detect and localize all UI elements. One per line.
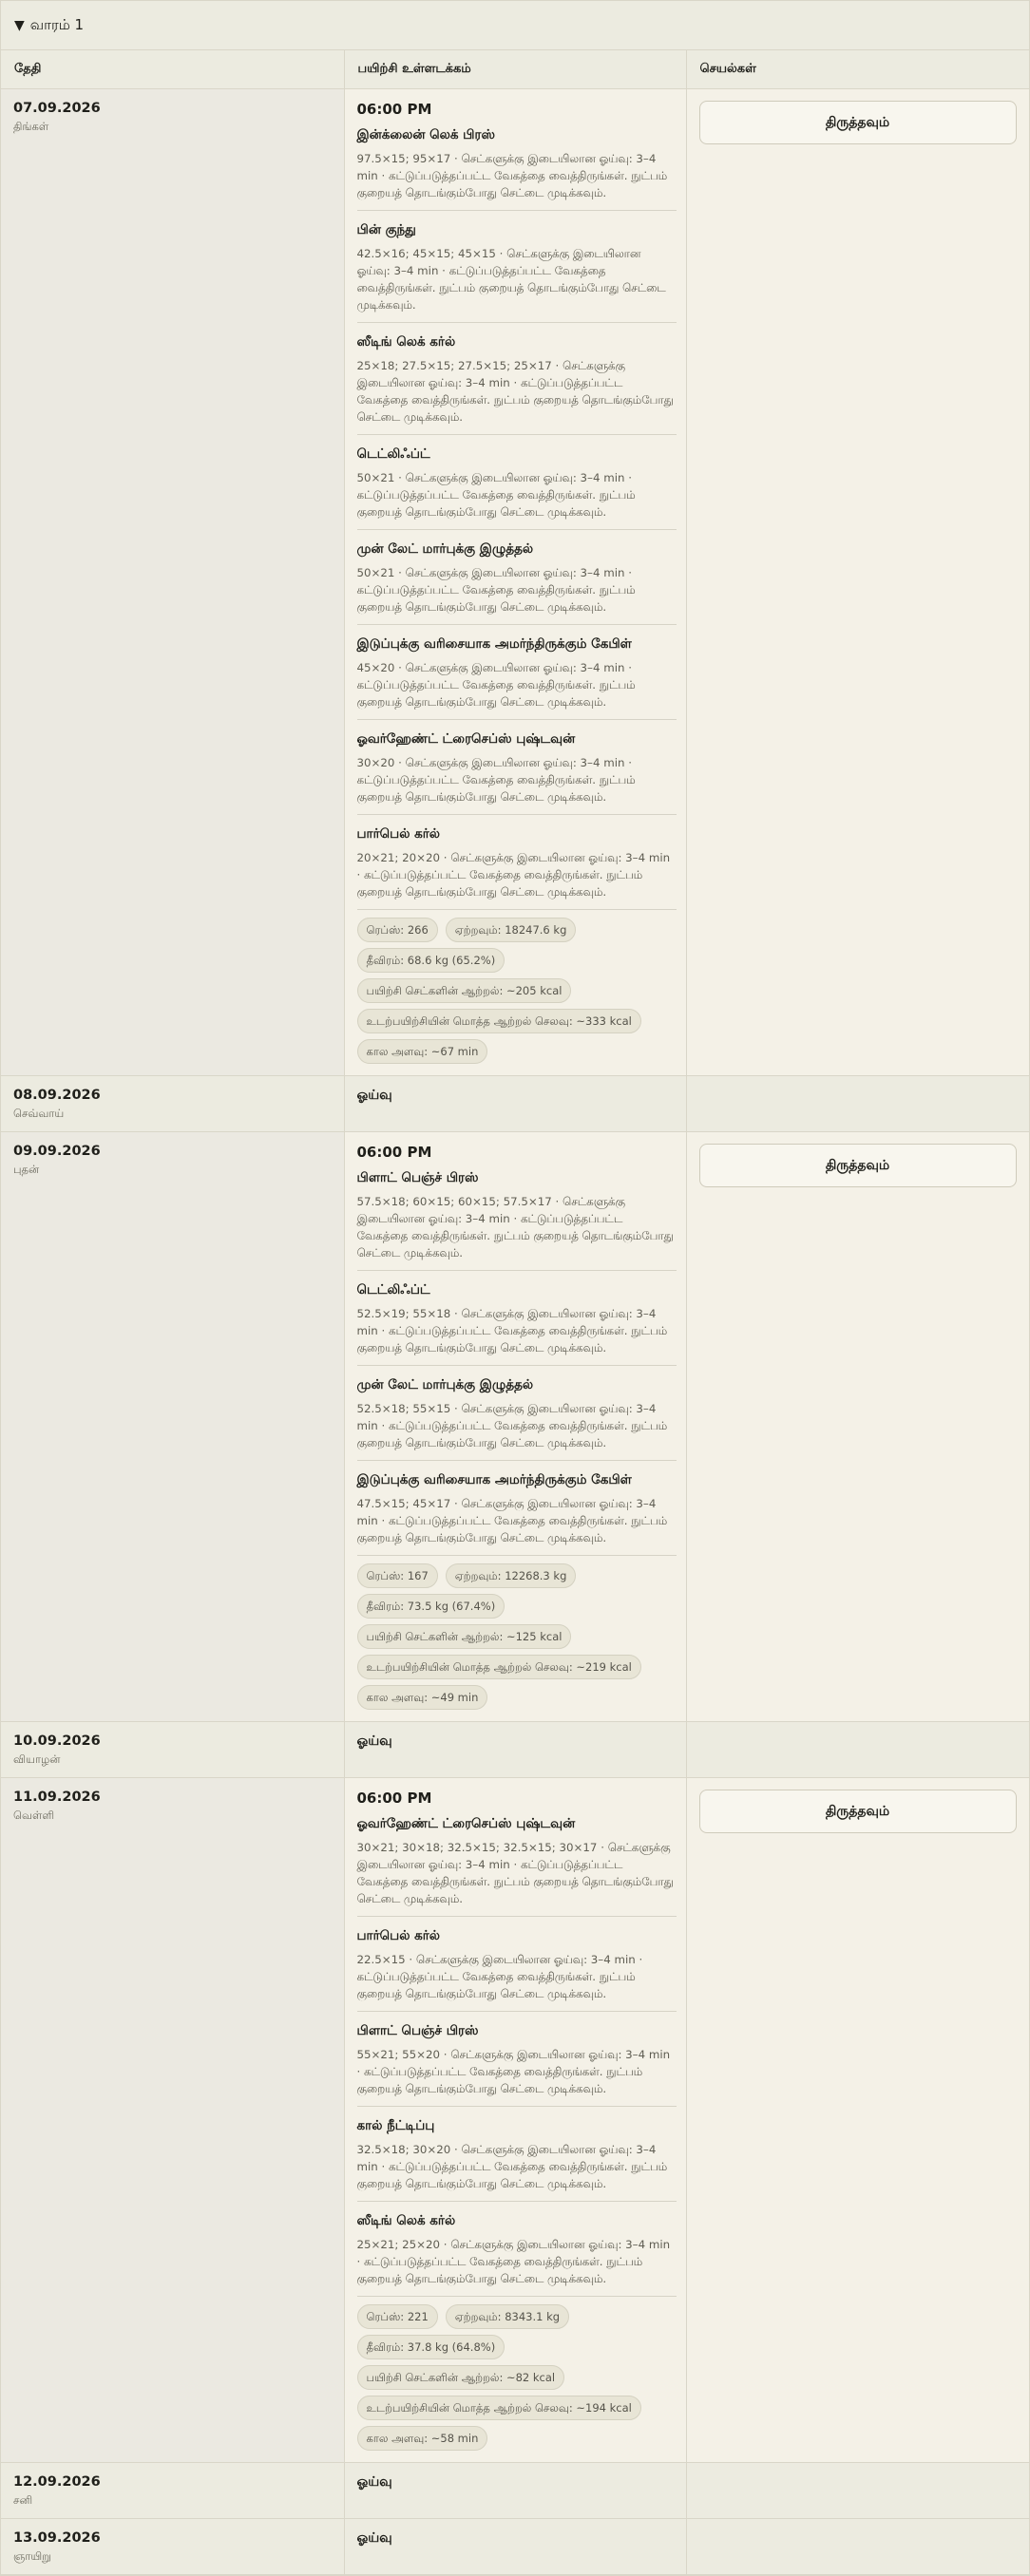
workout-row <box>1 88 1029 1075</box>
week-toggle[interactable] <box>1 1 1029 50</box>
action-cell <box>686 1721 1029 1777</box>
exercise-detail: 50×21 · செட்களுக்கு இடையிலான ஓய்வு: 3–4 min · கட்டுப்படுத்தப்பட்ட வேகத்தை வைத்திருங்கள். நுட்பம் குறையத் தொடங்கும்போது செட்டை முடிக்கவும். <box>356 565 636 614</box>
day-weekday: புதன் <box>13 1162 40 1176</box>
exercise-detail: 25×18; 27.5×15; 27.5×15; 25×17 · செட்களுக்கு இடையிலான ஓய்வு: 3–4 min · கட்டுப்படுத்தப்பட்ட வேகத்தை வைத்திருங்கள். நுட்பம் குறையத் தொடங்கும்போது செட்டை முடிக்கவும். <box>356 358 674 424</box>
exercise-name: டெட்லிஃப்ட் <box>356 445 430 462</box>
exercise-item <box>357 823 677 910</box>
stat-chip: தீவிரம்: 68.6 kg (65.2%) <box>357 948 505 973</box>
action-cell <box>686 2462 1029 2518</box>
action-cell <box>686 1131 1029 1721</box>
exercise-name: இன்க்லைன் லெக் பிரஸ் <box>356 126 495 142</box>
stat-chip: தீவிரம்: 37.8 kg (64.8%) <box>357 2335 505 2359</box>
exercise-item <box>357 1279 677 1366</box>
exercise-item <box>357 2209 677 2297</box>
rest-label: ஓய்வு <box>356 1087 392 1103</box>
exercise-item <box>357 123 677 211</box>
exercise-name: இடுப்புக்கு வரிசையாக அமர்ந்திருக்கும் கேபிள் <box>356 1471 632 1487</box>
week-title: வாரம் 1 <box>29 15 85 33</box>
stat-chip: ரெப்ஸ்: 167 <box>357 1563 438 1588</box>
stats-list <box>357 2304 677 2451</box>
stat-chip: ஏற்றவும்: 12268.3 kg <box>446 1563 577 1588</box>
content-cell <box>344 2518 686 2574</box>
content-cell <box>344 1131 686 1721</box>
action-cell <box>686 88 1029 1075</box>
exercise-detail: 50×21 · செட்களுக்கு இடையிலான ஓய்வு: 3–4 min · கட்டுப்படுத்தப்பட்ட வேகத்தை வைத்திருங்கள். நுட்பம் குறையத் தொடங்கும்போது செட்டை முடிக்கவும். <box>356 470 636 519</box>
exercise-detail: 42.5×16; 45×15; 45×15 · செட்களுக்கு இடையிலான ஓய்வு: 3–4 min · கட்டுப்படுத்தப்பட்ட வேகத்தை வைத்திருங்கள். நுட்பம் குறையத் தொடங்கும்போது செட்டை முடிக்கவும். <box>356 246 666 312</box>
exercise-name: பிளாட் பெஞ்ச் பிரஸ் <box>356 1169 479 1185</box>
stat-chip: ரெப்ஸ்: 266 <box>357 918 438 942</box>
exercise-name: பிளாட் பெஞ்ச் பிரஸ் <box>356 2022 479 2038</box>
rest-label: ஓய்வு <box>356 1733 392 1749</box>
stat-chip: பயிற்சி செட்களின் ஆற்றல்: ~125 kcal <box>357 1624 572 1649</box>
date-cell <box>1 1131 344 1721</box>
stats-list <box>357 1563 677 1710</box>
date-cell <box>1 1777 344 2462</box>
day-date: 08.09.2026 <box>13 1087 101 1103</box>
exercise-item <box>357 218 677 323</box>
exercise-name: ஸீடிங் லெக் கர்ல் <box>356 2212 456 2228</box>
action-cell <box>686 1777 1029 2462</box>
workout-time: 06:00 PM <box>356 100 432 118</box>
stat-chip: கால அளவு: ~58 min <box>357 2426 488 2451</box>
exercise-item <box>357 2019 677 2107</box>
action-cell <box>686 1075 1029 1131</box>
exercise-name: பார்பெல் கர்ல் <box>356 1927 441 1943</box>
exercise-detail: 20×21; 20×20 · செட்களுக்கு இடையிலான ஓய்வு: 3–4 min · கட்டுப்படுத்தப்பட்ட வேகத்தை வைத்திருங்கள். நுட்பம் குறையத் தொடங்கும்போது செட்டை முடிக்கவும். <box>356 850 671 899</box>
exercise-detail: 22.5×15 · செட்களுக்கு இடையிலான ஓய்வு: 3–4 min · கட்டுப்படுத்தப்பட்ட வேகத்தை வைத்திருங்கள். நுட்பம் குறையத் தொடங்கும்போது செட்டை முடிக்கவும். <box>356 1952 643 2000</box>
day-weekday: திங்கள் <box>13 119 49 133</box>
day-weekday: ஞாயிறு <box>13 2548 51 2563</box>
exercise-name: முன் லேட் மார்புக்கு இழுத்தல் <box>356 540 534 557</box>
exercise-detail: 30×21; 30×18; 32.5×15; 32.5×15; 30×17 · செட்களுக்கு இடையிலான ஓய்வு: 3–4 min · கட்டுப்படுத்தப்பட்ட வேகத்தை வைத்திருங்கள். நுட்பம் குறையத் தொடங்கும்போது செட்டை முடிக்கவும். <box>356 1840 674 1905</box>
content-cell <box>344 1075 686 1131</box>
rest-row <box>1 2518 1029 2574</box>
exercise-detail: 30×20 · செட்களுக்கு இடையிலான ஓய்வு: 3–4 min · கட்டுப்படுத்தப்பட்ட வேகத்தை வைத்திருங்கள். நுட்பம் குறையத் தொடங்கும்போது செட்டை முடிக்கவும். <box>356 755 636 804</box>
exercise-item <box>357 538 677 625</box>
exercise-name: டெட்லிஃப்ட் <box>356 1281 430 1297</box>
action-cell <box>686 2518 1029 2574</box>
stat-chip: உடற்பயிற்சியின் மொத்த ஆற்றல் செலவு: ~194 kcal <box>357 2396 641 2420</box>
date-cell <box>1 2462 344 2518</box>
workout-row <box>1 1131 1029 1721</box>
chevron-down-icon: ▼ <box>14 17 25 33</box>
exercise-detail: 25×21; 25×20 · செட்களுக்கு இடையிலான ஓய்வு: 3–4 min · கட்டுப்படுத்தப்பட்ட வேகத்தை வைத்திருங்கள். நுட்பம் குறையத் தொடங்கும்போது செட்டை முடிக்கவும். <box>356 2237 671 2285</box>
exercise-name: முன் லேட் மார்புக்கு இழுத்தல் <box>356 1376 534 1392</box>
rest-label: ஓய்வு <box>356 2529 392 2546</box>
day-date: 09.09.2026 <box>13 1143 101 1159</box>
exercise-detail: 52.5×19; 55×18 · செட்களுக்கு இடையிலான ஓய்வு: 3–4 min · கட்டுப்படுத்தப்பட்ட வேகத்தை வைத்திருங்கள். நுட்பம் குறையத் தொடங்கும்போது செட்டை முடிக்கவும். <box>356 1306 668 1354</box>
stat-chip: ரெப்ஸ்: 221 <box>357 2304 438 2329</box>
stats-list <box>357 918 677 1064</box>
day-date: 13.09.2026 <box>13 2529 101 2546</box>
column-header-actions: செயல்கள் <box>686 50 1029 88</box>
stat-chip: பயிற்சி செட்களின் ஆற்றல்: ~205 kcal <box>357 978 572 1003</box>
exercise-name: ஓவர்ஹேண்ட் ட்ரைசெப்ஸ் புஷ்டவுன் <box>356 730 576 747</box>
workout-row <box>1 1777 1029 2462</box>
day-date: 10.09.2026 <box>13 1733 101 1749</box>
exercise-item <box>357 1166 677 1271</box>
stat-chip: ஏற்றவும்: 8343.1 kg <box>446 2304 569 2329</box>
rest-row <box>1 1075 1029 1131</box>
day-weekday: வெள்ளி <box>13 1808 55 1822</box>
schedule-body <box>1 88 1029 2574</box>
exercise-item <box>357 1468 677 1556</box>
exercise-detail: 47.5×15; 45×17 · செட்களுக்கு இடையிலான ஓய்வு: 3–4 min · கட்டுப்படுத்தப்பட்ட வேகத்தை வைத்திருங்கள். நுட்பம் குறையத் தொடங்கும்போது செட்டை முடிக்கவும். <box>356 1496 668 1544</box>
stat-chip: ஏற்றவும்: 18247.6 kg <box>446 918 577 942</box>
exercise-detail: 32.5×18; 30×20 · செட்களுக்கு இடையிலான ஓய்வு: 3–4 min · கட்டுப்படுத்தப்பட்ட வேகத்தை வைத்திருங்கள். நுட்பம் குறையத் தொடங்கும்போது செட்டை முடிக்கவும். <box>356 2142 668 2190</box>
exercise-detail: 52.5×18; 55×15 · செட்களுக்கு இடையிலான ஓய்வு: 3–4 min · கட்டுப்படுத்தப்பட்ட வேகத்தை வைத்திருங்கள். நுட்பம் குறையத் தொடங்கும்போது செட்டை முடிக்கவும். <box>356 1401 668 1449</box>
day-date: 12.09.2026 <box>13 2473 101 2490</box>
exercise-item <box>357 1812 677 1917</box>
stat-chip: தீவிரம்: 73.5 kg (67.4%) <box>357 1594 505 1619</box>
day-weekday: செவ்வாய் <box>13 1106 65 1120</box>
workout-time: 06:00 PM <box>356 1143 432 1161</box>
day-date: 11.09.2026 <box>13 1789 101 1805</box>
stat-chip: கால அளவு: ~67 min <box>357 1039 488 1064</box>
date-cell <box>1 1721 344 1777</box>
exercise-item <box>357 728 677 815</box>
day-date: 07.09.2026 <box>13 100 101 116</box>
edit-button[interactable]: திருத்தவும் <box>699 1790 1017 1833</box>
exercise-name: ஓவர்ஹேண்ட் ட்ரைசெப்ஸ் புஷ்டவுன் <box>356 1815 576 1831</box>
exercise-detail: 45×20 · செட்களுக்கு இடையிலான ஓய்வு: 3–4 min · கட்டுப்படுத்தப்பட்ட வேகத்தை வைத்திருங்கள். நுட்பம் குறையத் தொடங்கும்போது செட்டை முடிக்கவும். <box>356 660 636 709</box>
column-header-content: பயிற்சி உள்ளடக்கம் <box>344 50 686 88</box>
edit-button[interactable]: திருத்தவும் <box>699 101 1017 144</box>
exercise-detail: 55×21; 55×20 · செட்களுக்கு இடையிலான ஓய்வு: 3–4 min · கட்டுப்படுத்தப்பட்ட வேகத்தை வைத்திருங்கள். நுட்பம் குறையத் தொடங்கும்போது செட்டை முடிக்கவும். <box>356 2047 671 2095</box>
date-cell <box>1 2518 344 2574</box>
workout-time: 06:00 PM <box>356 1789 432 1807</box>
date-cell <box>1 88 344 1075</box>
exercise-name: பின் குந்து <box>356 221 416 237</box>
exercise-name: இடுப்புக்கு வரிசையாக அமர்ந்திருக்கும் கேபிள் <box>356 635 632 652</box>
exercise-name: பார்பெல் கர்ல் <box>356 825 441 842</box>
day-weekday: சனி <box>13 2492 33 2507</box>
content-cell <box>344 1777 686 2462</box>
exercise-item <box>357 633 677 720</box>
stat-chip: பயிற்சி செட்களின் ஆற்றல்: ~82 kcal <box>357 2365 565 2390</box>
exercise-item <box>357 1373 677 1461</box>
stat-chip: உடற்பயிற்சியின் மொத்த ஆற்றல் செலவு: ~333 kcal <box>357 1009 641 1033</box>
date-cell <box>1 1075 344 1131</box>
column-header-date: தேதி <box>1 50 344 88</box>
exercise-item <box>357 331 677 435</box>
content-cell <box>344 2462 686 2518</box>
day-weekday: வியாழன் <box>13 1752 61 1766</box>
schedule-table <box>1 50 1029 2575</box>
edit-button[interactable]: திருத்தவும் <box>699 1144 1017 1187</box>
stat-chip: கால அளவு: ~49 min <box>357 1685 488 1710</box>
stat-chip: உடற்பயிற்சியின் மொத்த ஆற்றல் செலவு: ~219 kcal <box>357 1655 641 1679</box>
exercise-name: கால் நீட்டிப்பு <box>356 2117 435 2133</box>
content-cell <box>344 1721 686 1777</box>
exercise-item <box>357 1924 677 2012</box>
table-header-row <box>1 50 1029 88</box>
exercise-detail: 57.5×18; 60×15; 60×15; 57.5×17 · செட்களுக்கு இடையிலான ஓய்வு: 3–4 min · கட்டுப்படுத்தப்பட்ட வேகத்தை வைத்திருங்கள். நுட்பம் குறையத் தொடங்கும்போது செட்டை முடிக்கவும். <box>356 1194 674 1260</box>
content-cell <box>344 88 686 1075</box>
exercise-name: ஸீடிங் லெக் கர்ல் <box>356 333 456 350</box>
exercise-item <box>357 443 677 530</box>
rest-row <box>1 1721 1029 1777</box>
exercise-detail: 97.5×15; 95×17 · செட்களுக்கு இடையிலான ஓய்வு: 3–4 min · கட்டுப்படுத்தப்பட்ட வேகத்தை வைத்திருங்கள். நுட்பம் குறையத் தொடங்கும்போது செட்டை முடிக்கவும். <box>356 151 668 199</box>
rest-row <box>1 2462 1029 2518</box>
exercise-item <box>357 2114 677 2202</box>
rest-label: ஓய்வு <box>356 2473 392 2490</box>
